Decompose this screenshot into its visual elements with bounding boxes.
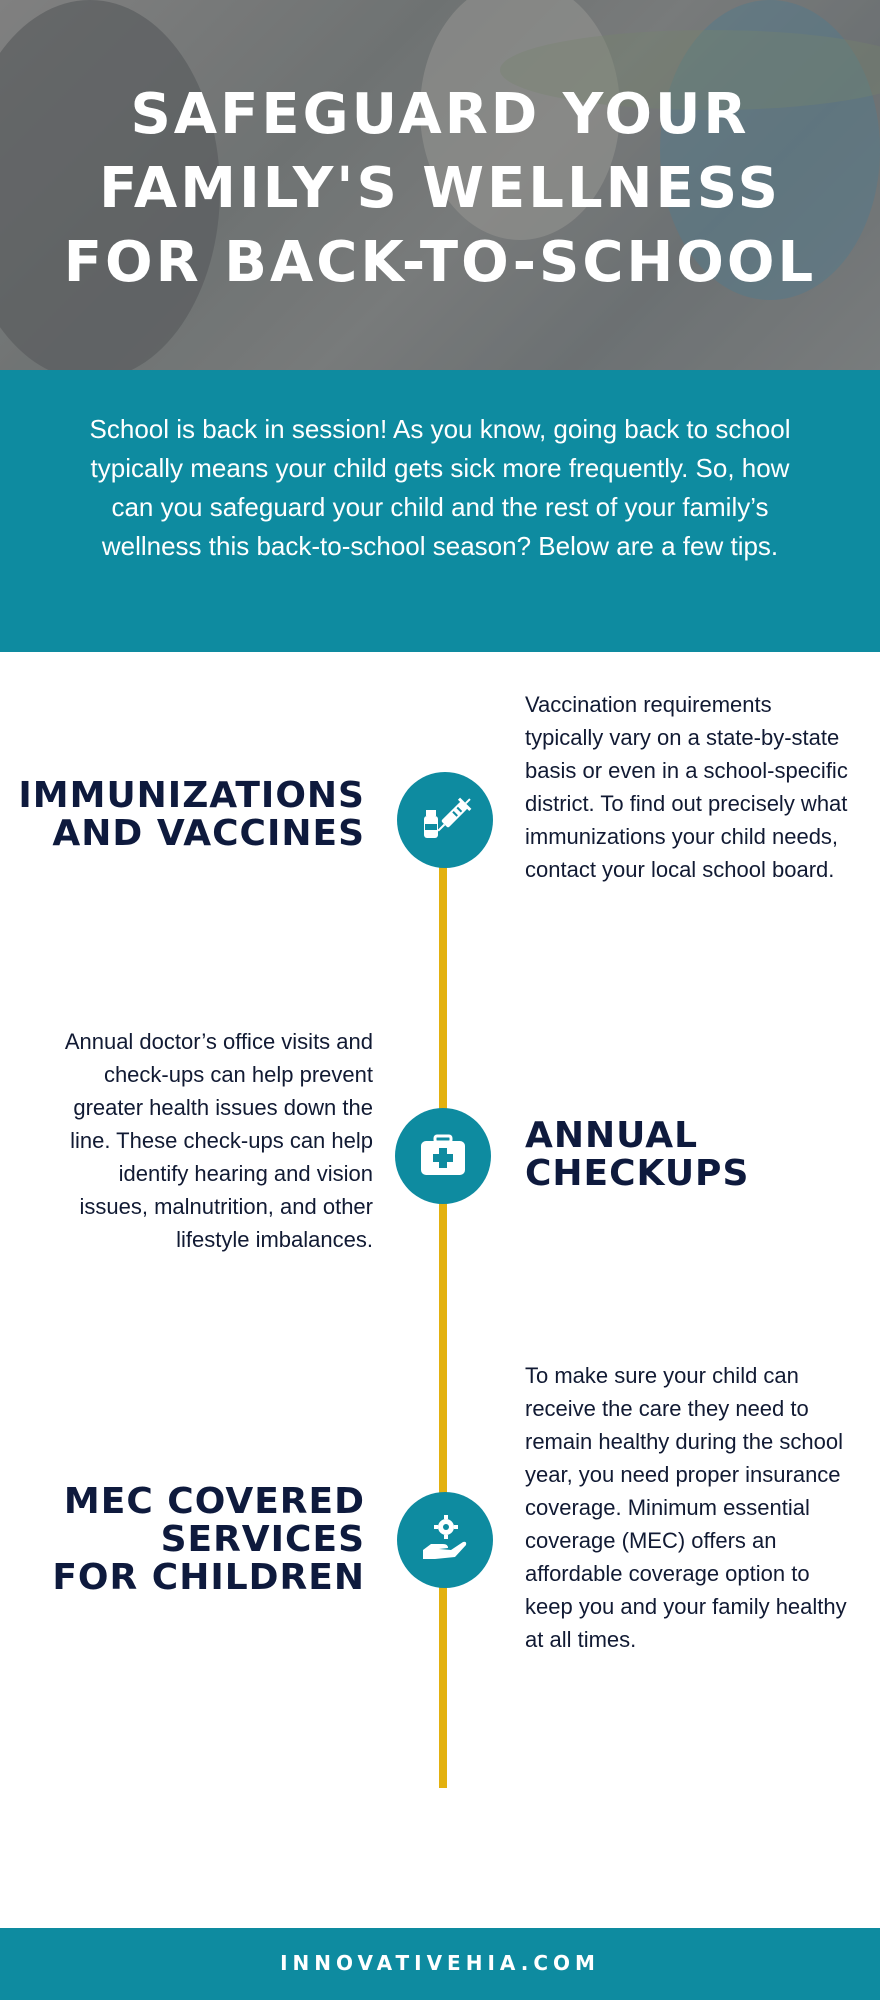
- section-heading-mec: [52, 1483, 365, 1597]
- hand-gear-icon: [397, 1492, 493, 1588]
- heading-line: SERVICES: [160, 1519, 365, 1560]
- heading-line: MEC COVERED: [63, 1481, 365, 1522]
- section-text-immunizations: Vaccination requirements typically vary on a state-by-state basis or even in a school-specific district. To find out precisely what immunizations your child needs, contact your local school board.: [525, 692, 848, 882]
- section-heading-immunizations: [18, 777, 365, 853]
- website-link[interactable]: INNOVATIVEHIA.COM: [280, 1951, 600, 1975]
- section-text-checkups: Annual doctor’s office visits and check-ups can help prevent greater health issues down the line. These check-ups can help identify hearing and vision issues, malnutrition, and other lifestyle imbalances.: [64, 1029, 373, 1252]
- intro-band: [0, 370, 880, 652]
- first-aid-kit-icon: [395, 1108, 491, 1204]
- section-text-mec: To make sure your child can receive the care they need to remain healthy during the school year, you need proper insurance coverage. Minimum essential coverage (MEC) offers an affordable coverage option to keep you and your family healthy at all times.: [525, 1363, 847, 1652]
- heading-line: IMMUNIZATIONS: [18, 775, 365, 816]
- title-line: SAFEGUARD YOUR: [130, 82, 750, 147]
- heading-line: AND VACCINES: [52, 813, 365, 854]
- hero-banner: [0, 0, 880, 370]
- title-line: FOR BACK-TO-SCHOOL: [63, 230, 817, 295]
- title-line: FAMILY'S WELLNESS: [99, 156, 781, 221]
- section-heading-checkups: [525, 1117, 749, 1193]
- heading-line: ANNUAL: [525, 1115, 699, 1156]
- heading-line: CHECKUPS: [525, 1153, 750, 1194]
- footer-bar: [0, 1928, 880, 2000]
- syringe-vial-icon: [397, 772, 493, 868]
- heading-line: FOR CHILDREN: [52, 1557, 365, 1598]
- intro-text: School is back in session! As you know, going back to school typically means your child gets sick more frequently. So, how can you safeguard your child and the rest of your family’s wellness this back-to-school season? Below are a few tips.: [89, 414, 791, 561]
- page-title: [0, 78, 880, 300]
- timeline-line: [439, 820, 447, 1788]
